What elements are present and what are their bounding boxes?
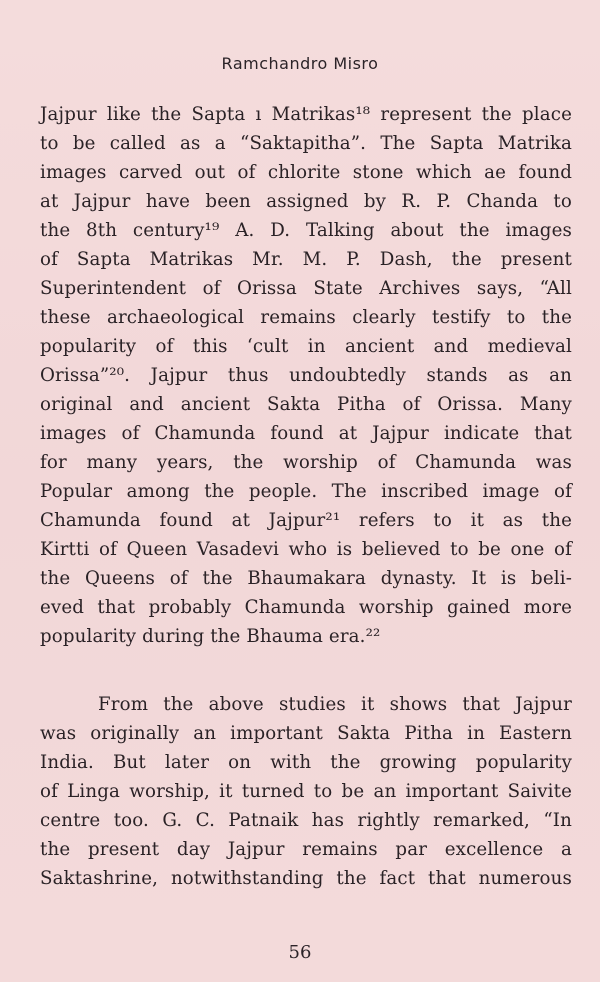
text-line: Superintendent of Orissa State Archives says, “All [40, 278, 572, 299]
text-line: images carved out of chlorite stone which ae found [40, 162, 572, 183]
text-line: of Sapta Matrikas Mr. M. P. Dash, the present [40, 249, 572, 270]
text-line: eved that probably Chamunda worship gained more [40, 597, 572, 618]
paragraph-1 [40, 100, 572, 651]
text-line: Orissa”²⁰. Jajpur thus undoubtedly stands as an [40, 365, 572, 386]
text-line: the present day Jajpur remains par excellence a [40, 839, 572, 860]
text-line: at Jajpur have been assigned by R. P. Chanda to [40, 191, 572, 212]
text-line: Saktashrine, notwithstanding the fact that numerous [40, 868, 572, 889]
text-line: was originally an important Sakta Pitha in Eastern [40, 723, 572, 744]
text-line: for many years, the worship of Chamunda was [40, 452, 572, 473]
paragraph-2 [40, 690, 572, 893]
page-number: 56 [288, 942, 312, 963]
text-line: the Queens of the Bhaumakara dynasty. It is beli- [40, 568, 572, 589]
text-line: of Linga worship, it turned to be an important Saivite [40, 781, 572, 802]
text-line: images of Chamunda found at Jajpur indicate that [40, 423, 572, 444]
text-line: Chamunda found at Jajpur²¹ refers to it as the [40, 510, 572, 531]
text-line: India. But later on with the growing popularity [40, 752, 572, 773]
text-line: From the above studies it shows that Jajpur [98, 694, 572, 715]
text-line: popularity of this ‘cult in ancient and medieval [40, 336, 572, 357]
text-line: these archaeological remains clearly testify to the [40, 307, 572, 328]
text-line: the 8th century¹⁹ A. D. Talking about the images [40, 220, 572, 241]
text-line: Jajpur like the Sapta ı Matrikas¹⁸ represent the place [40, 104, 572, 125]
text-line: centre too. G. C. Patnaik has rightly remarked, “In [40, 810, 572, 831]
text-line: original and ancient Sakta Pitha of Orissa. Many [40, 394, 572, 415]
text-line: popularity during the Bhauma era.²² [40, 626, 381, 647]
text-line: Popular among the people. The inscribed image of [40, 481, 572, 502]
text-line: to be called as a “Saktapitha”. The Sapta Matrika [40, 133, 572, 154]
running-header: Ramchandro Misro [221, 54, 379, 73]
text-line: Kirtti of Queen Vasadevi who is believed to be one of [40, 539, 572, 560]
